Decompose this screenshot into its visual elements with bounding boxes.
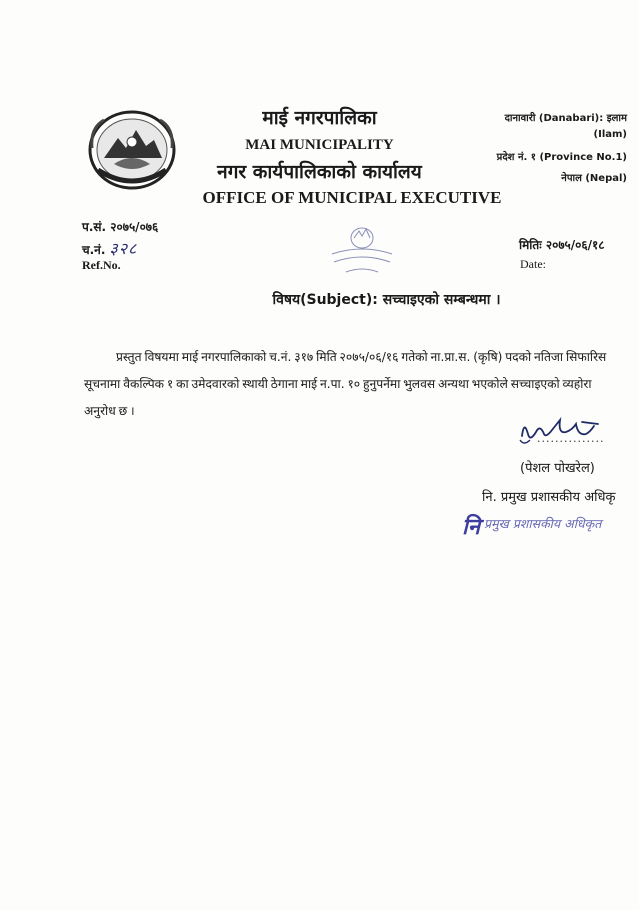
- patra-sankhya: प.सं. २०७५/०७६: [82, 220, 159, 234]
- date-nepali: मितिः २०७५/०६/१८: [519, 238, 605, 252]
- ref-no-label: Ref.No.: [82, 258, 121, 272]
- address-line-1: दानावारी (Danabari): इलाम: [504, 113, 627, 124]
- official-stamp-text: प्रमुख प्रशासकीय अधिकृत: [484, 516, 602, 531]
- signatory-name: (पेशल पोखरेल): [520, 461, 595, 476]
- stamp-initial: नि: [462, 514, 480, 540]
- municipality-name-nepali: माई नगरपालिका: [262, 107, 377, 129]
- municipality-seal-icon: [326, 216, 398, 278]
- signatory-title: नि. प्रमुख प्रशासकीय अधिकृ: [482, 490, 616, 505]
- address-line-4: नेपाल (Nepal): [561, 173, 627, 184]
- office-name-english: OFFICE OF MUNICIPAL EXECUTIVE: [202, 188, 502, 207]
- date-english-label: Date:: [520, 257, 546, 271]
- municipality-name-english: MAI MUNICIPALITY: [245, 137, 394, 153]
- letter-body: प्रस्तुत विषयमा माई नगरपालिकाको च.नं. ३१७ मिति २०७५/०६/१६ गतेको ना.प्रा.स. (कृषि) पदको नतिजा सिफारिस सूचनामा वैकल्पिक १ का उमेदवारको स्थायी ठेगाना माई न.पा. १० हुनुपर्नेमा भुलवस अन्यथा भएकोले सच्चाइएको व्यहोरा अनुरोध छ ।: [84, 350, 607, 418]
- chalani-label: च.नं.: [82, 243, 106, 257]
- office-name-nepali: नगर कार्यपालिकाको कार्यालय: [217, 161, 422, 183]
- subject-line: विषय(Subject): सच्चाइएको सम्बन्धमा ।: [272, 292, 501, 308]
- address-line-2: (Ilam): [593, 129, 627, 140]
- chalani-number: [82, 237, 137, 259]
- chalani-handwritten: ३२८: [109, 239, 138, 258]
- address-line-3: प्रदेश नं. १ (Province No.1): [496, 152, 627, 163]
- signature-dotted-line: ...............: [537, 432, 605, 445]
